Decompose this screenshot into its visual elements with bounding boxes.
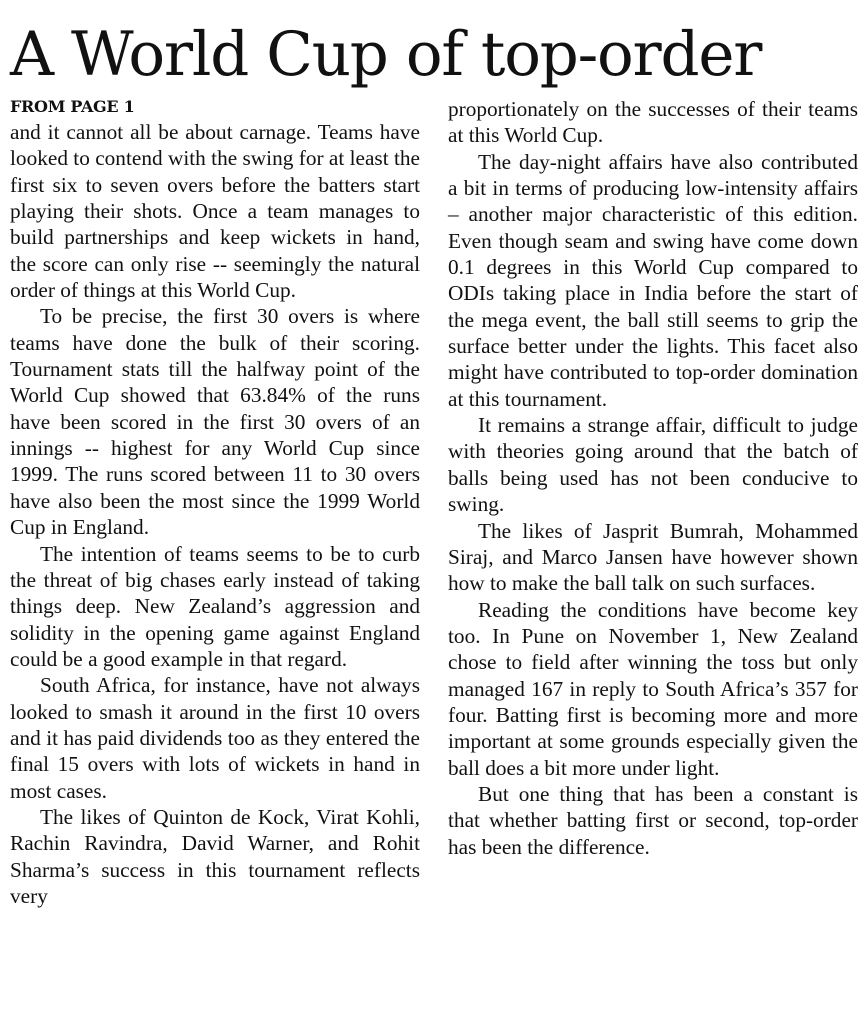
headline: A World Cup of top-order <box>10 19 762 90</box>
paragraph: and it cannot all be about carnage. Teams have looked to contend with the swing for at least the first six to seven overs before the batters start playing their shots. Once a team manages to build partnerships and keep wickets in hand, the score can only rise -- seemingly the natural order of things at this World Cup. <box>10 120 420 303</box>
paragraph: The day-night affairs have also contributed a bit in terms of producing low-intensity affairs – another major characteristic of this edition. Even though seam and swing have come down 0.1 degrees in this World Cup compared to ODIs taking place in India before the start of the mega event, the ball still seems to grip the surface better under the lights. This facet also might have contributed to top-order domination at this tournament. <box>448 149 858 411</box>
paragraph: South Africa, for instance, have not always looked to smash it around in the first 10 overs and it has paid dividends too as they entered the final 15 overs with lots of wickets in hand in most cases. <box>10 673 420 803</box>
paragraph: The likes of Jasprit Bumrah, Mohammed Siraj, and Marco Jansen have however shown how to make the ball talk on such surfaces. <box>448 518 858 596</box>
right-column <box>448 96 858 860</box>
paragraph: To be precise, the first 30 overs is where teams have done the bulk of their scoring. Tournament stats till the halfway point of the World Cup showed that 63.84% of the runs have been scored in the first 30 overs of an innings -- highest for any World Cup since 1999. The runs scored between 11 to 30 overs have also been the most since the 1999 World Cup in England. <box>10 304 420 540</box>
continuation-kicker: FROM PAGE 1 <box>10 97 135 116</box>
paragraph: Reading the conditions have become key too. In Pune on November 1, New Zealand chose to field after winning the toss but only managed 167 in reply to South Africa’s 357 for four. Batting first is becoming more and more important at some grounds especially given the ball does a bit more under light. <box>448 597 858 780</box>
paragraph: But one thing that has been a constant is that whether batting first or second, top-order has been the difference. <box>448 781 858 859</box>
paragraph: proportionately on the successes of their teams at this World Cup. <box>448 97 858 148</box>
paragraph: It remains a strange affair, difficult to judge with theories going around that the batch of balls being used has not been conducive to swing. <box>448 413 858 517</box>
paragraph: The intention of teams seems to be to curb the threat of big chases early instead of taking things deep. New Zealand’s aggression and solidity in the opening game against England could be a good example in that regard. <box>10 541 420 671</box>
left-column <box>10 119 420 909</box>
paragraph: The likes of Quinton de Kock, Virat Kohli, Rachin Ravindra, David Warner, and Rohit Sharma’s success in this tournament reflects very <box>10 804 420 908</box>
